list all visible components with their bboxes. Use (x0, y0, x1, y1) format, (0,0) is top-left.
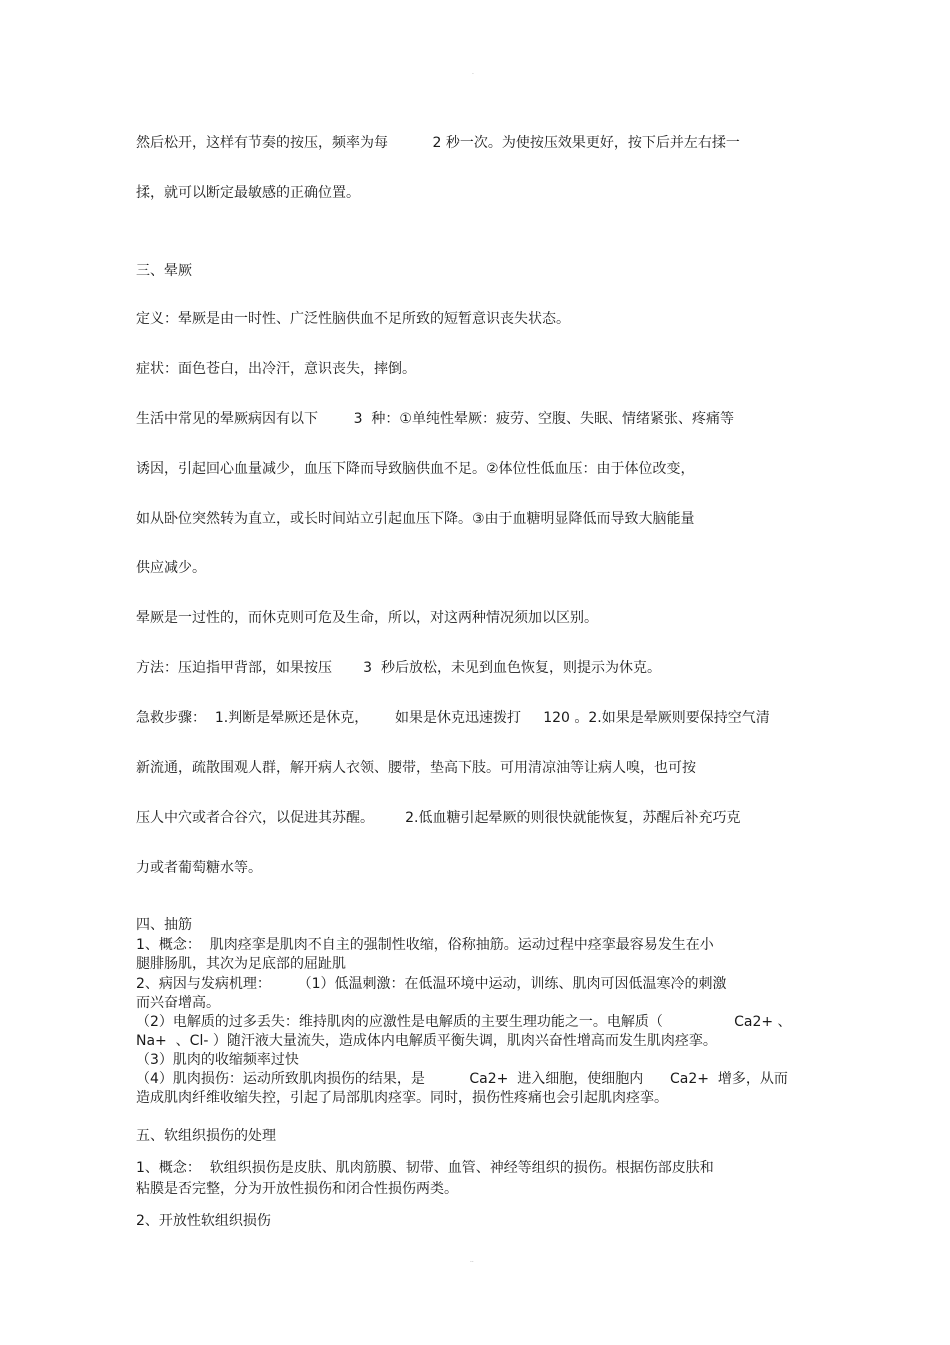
text-line: 1、概念： 肌肉痉挛是肌肉不自主的强制性收缩，俗称抽筋。运动过程中痉挛最容易发生在小 (136, 937, 714, 953)
text-line: 方法：压迫指甲背部，如果按压 3 秒后放松，未见到血色恢复，则提示为休克。 (136, 660, 661, 676)
text-line: 腿腓肠肌，其次为足底部的屈趾肌 (136, 956, 346, 972)
text-line: 生活中常见的晕厥病因有以下 3 种：①单纯性晕厥：疲劳、空腹、失眠、情绪紧张、疼痛等 (136, 411, 734, 427)
text-line: 诱因，引起回心血量减少，血压下降而导致脑供血不足。②体位性低血压：由于体位改变， (136, 461, 695, 477)
text-line: 供应减少。 (136, 560, 206, 576)
text-line: 新流通，疏散围观人群，解开病人衣领、腰带，垫高下肢。可用清凉油等让病人嗅，也可按 (136, 760, 696, 776)
text-line: 症状：面色苍白，出冷汗，意识丧失，摔倒。 (136, 361, 416, 377)
section-heading: 四、抽筋 (136, 917, 192, 933)
text-line: 力或者葡萄糖水等。 (136, 860, 262, 876)
text-line: 造成肌肉纤维收缩失控，引起了局部肌肉痉挛。同时，损伤性疼痛也会引起肌肉痉挛。 (136, 1090, 668, 1106)
text-line: 粘膜是否完整，分为开放性损伤和闭合性损伤两类。 (136, 1181, 458, 1197)
text-line: 1、概念： 软组织损伤是皮肤、肌肉筋膜、韧带、血管、神经等组织的损伤。根据伤部皮肤和 (136, 1160, 714, 1176)
text-line: 定义：晕厥是由一时性、广泛性脑供血不足所致的短暂意识丧失状态。 (136, 311, 570, 327)
page-top-mark: · (472, 71, 474, 78)
text-line: （4）肌肉损伤：运动所致肌肉损伤的结果，是 Ca2+ 进入细胞，使细胞内 Ca2+ 增多，从而 (136, 1071, 788, 1087)
text-line: 然后松开，这样有节奏的按压，频率为每 2 秒一次。为使按压效果更好，按下后并左右揉一 (136, 135, 740, 151)
section-heading: 三、晕厥 (136, 263, 192, 279)
text-line: 2、开放性软组织损伤 (136, 1213, 271, 1229)
page-bottom-mark: .. (470, 1257, 474, 1264)
text-line: 如从卧位突然转为直立，或长时间站立引起血压下降。③由于血糖明显降低而导致大脑能量 (136, 511, 695, 527)
section-heading: 五、软组织损伤的处理 (136, 1128, 276, 1144)
text-line: （2）电解质的过多丢失：维持肌肉的应激性是电解质的主要生理功能之一。电解质（ Ca2+ 、 (136, 1014, 792, 1030)
text-line: 而兴奋增高。 (136, 995, 220, 1011)
text-line: 2、病因与发病机理： （1）低温刺激：在低温环境中运动，训练、肌肉可因低温寒冷的刺激 (136, 976, 727, 992)
text-line: 压人中穴或者合谷穴，以促进其苏醒。 2.低血糖引起晕厥的则很快就能恢复，苏醒后补充巧克 (136, 810, 741, 826)
text-line: Na+ 、Cl- ）随汗液大量流失，造成体内电解质平衡失调，肌肉兴奋性增高而发生肌肉痉挛。 (136, 1033, 717, 1049)
text-line: （3）肌肉的收缩频率过快 (136, 1052, 299, 1068)
text-line: 揉，就可以断定最敏感的正确位置。 (136, 185, 360, 201)
text-line: 急救步骤： 1.判断是晕厥还是休克， 如果是休克迅速拨打 120 。2.如果是晕厥则要保持空气清 (136, 710, 770, 726)
text-line: 晕厥是一过性的，而休克则可危及生命，所以，对这两种情况须加以区别。 (136, 610, 598, 626)
